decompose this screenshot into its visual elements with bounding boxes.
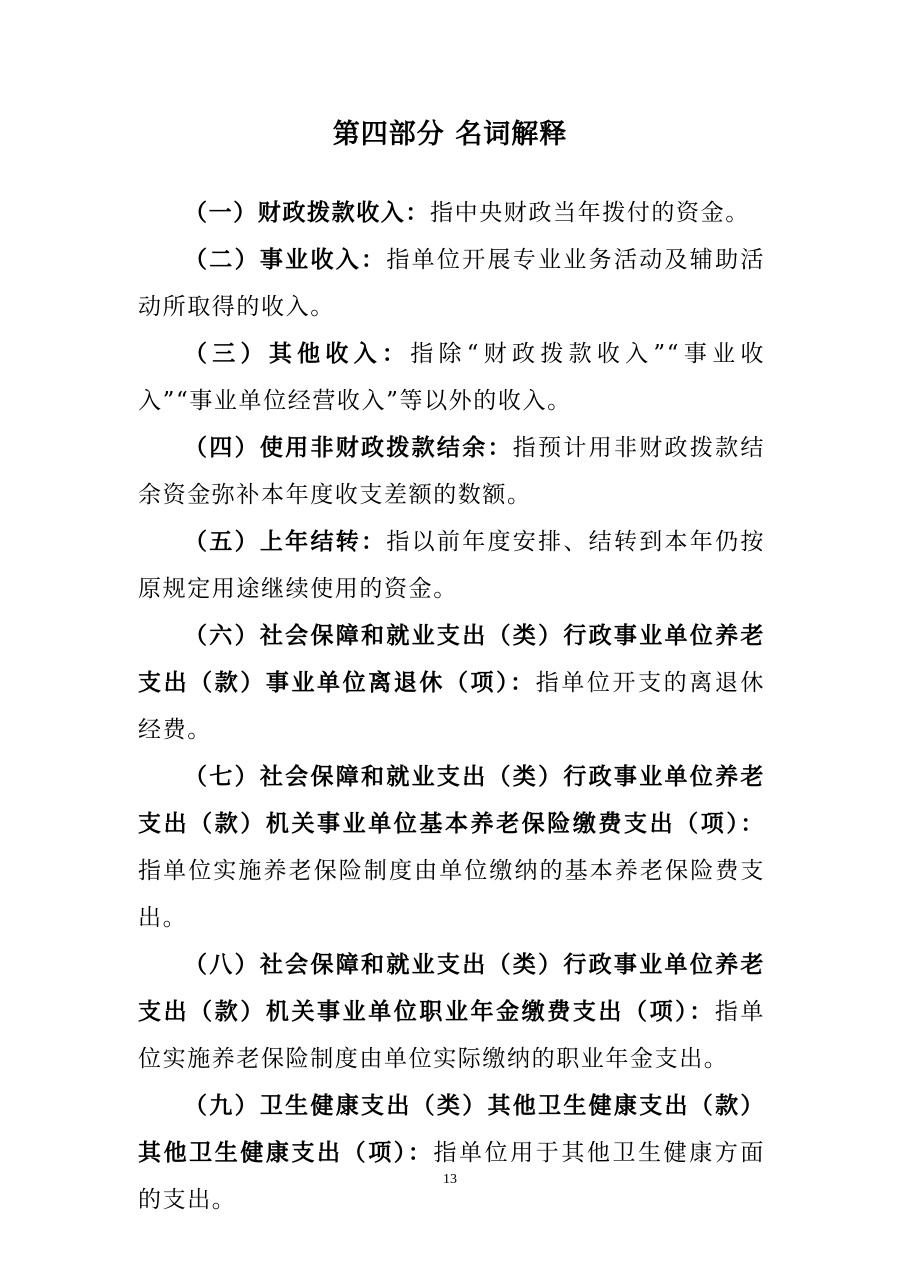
definition-term: （六）社会保障和就业支出（类）行政事业单位养老支出（款）事业单位离退休（项）：	[138, 623, 765, 696]
definition-text: 指预计用非财政拨款结余资金弥补本年度收支差额的数额。	[138, 435, 765, 508]
definition-item	[138, 942, 765, 1083]
definition-text: 指单位开展专业业务活动及辅助活动所取得的收入。	[138, 247, 765, 320]
page-number: 13	[443, 1172, 457, 1187]
definition-term: （五）上年结转：	[184, 529, 387, 555]
definition-term: （九）卫生健康支出（类）其他卫生健康支出（款）其他卫生健康支出（项）：	[138, 1093, 765, 1166]
definition-text: 指除“财政拨款收入”“事业收入”“事业单位经营收入”等以外的收入。	[138, 341, 765, 414]
definition-item	[138, 754, 765, 942]
definition-term: （二）事业收入：	[184, 247, 387, 273]
definition-term: （三）其他收入：	[184, 341, 411, 367]
definition-term: （七）社会保障和就业支出（类）行政事业单位养老支出（款）机关事业单位基本养老保险缴费支出（项）：	[138, 764, 765, 837]
definition-term: （八）社会保障和就业支出（类）行政事业单位养老支出（款）机关事业单位职业年金缴费支出（项）：	[138, 952, 765, 1025]
definition-item	[138, 519, 765, 613]
definition-item	[138, 331, 765, 425]
page-title: 第四部分 名词解释	[332, 119, 568, 150]
definition-text: 指单位用于其他卫生健康方面的支出。	[138, 1140, 765, 1213]
definition-item	[138, 1083, 765, 1224]
definition-term: （一）财政拨款收入：	[184, 200, 430, 226]
definition-term: （四）使用非财政拨款结余：	[184, 435, 513, 461]
definition-item	[138, 425, 765, 519]
definition-item	[138, 613, 765, 754]
definition-text: 指中央财政当年拨付的资金。	[430, 200, 750, 226]
definition-text: 指以前年度安排、结转到本年仍按原规定用途继续使用的资金。	[138, 529, 765, 602]
definition-text: 指单位开支的离退休经费。	[138, 670, 765, 743]
definition-item	[138, 237, 765, 331]
definitions-list	[138, 190, 765, 1224]
definition-text: 指单位实施养老保险制度由单位实际缴纳的职业年金支出。	[138, 999, 765, 1072]
definition-text: 指单位实施养老保险制度由单位缴纳的基本养老保险费支出。	[138, 858, 765, 931]
definition-item	[138, 190, 765, 237]
